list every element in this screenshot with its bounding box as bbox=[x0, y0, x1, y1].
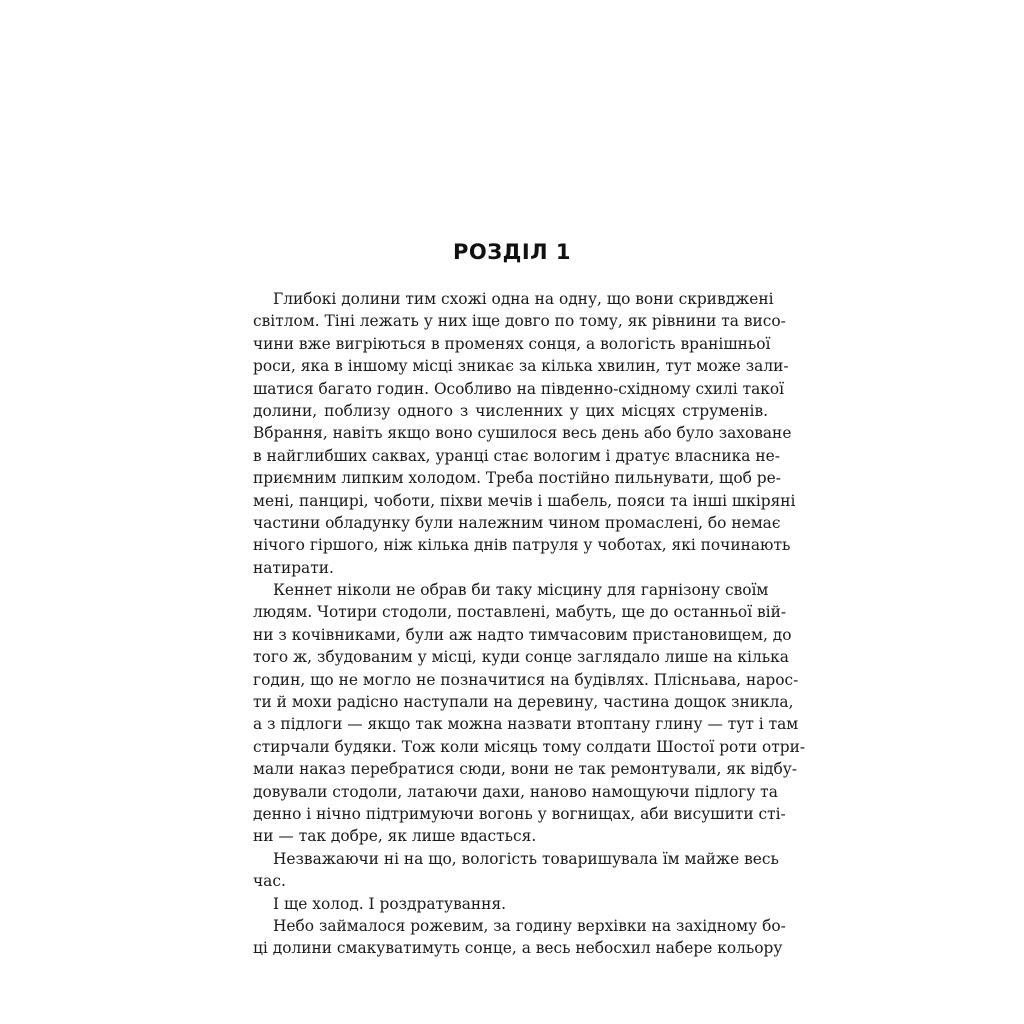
text-line: а з підлоги — якщо так можна назвати втоптану глину — тут і там bbox=[253, 715, 799, 734]
text-line: стирчали будяки. Тож коли місяць тому солдати Шостої роти отри- bbox=[253, 737, 806, 756]
text-line: натирати. bbox=[253, 558, 334, 577]
text-line: людям. Чотири стодоли, поставлені, мабуть, ще до останньої вій- bbox=[253, 603, 787, 622]
chapter-title: РОЗДІЛ 1 bbox=[452, 240, 572, 264]
text-line: денно і нічно підтримуючи вогонь у вогнищах, аби висушити сті- bbox=[253, 804, 786, 823]
text-line: в найглибших саквах, уранці стає вологим і дратує власника не- bbox=[253, 446, 780, 465]
text-line: шатися багато годин. Особливо на південно-східному схилі такої bbox=[253, 379, 785, 398]
text-line: світлом. Тіні лежать у них іще довго по тому, як рівнини та висо- bbox=[253, 312, 786, 331]
text-line: ці долини смакуватимуть сонце, а весь небосхил набере кольору bbox=[253, 939, 783, 958]
text-line: нічого гіршого, ніж кілька днів патруля у чоботах, які починають bbox=[253, 536, 791, 555]
text-line: Кеннет ніколи не обрав би таку місцину для гарнізону своїм bbox=[273, 581, 769, 600]
text-line: ни — так добре, як лише вдасться. bbox=[253, 827, 537, 846]
text-line: мали наказ перебратися сюди, вони не так ремонтували, як відбу- bbox=[253, 760, 798, 779]
body-text bbox=[253, 288, 806, 960]
text-line: І ще холод. І роздратування. bbox=[273, 894, 507, 913]
text-line: роси, яка в іншому місці зникає за кілька хвилин, тут може зали- bbox=[253, 357, 789, 376]
text-line: годин, що не могло не позначитися на будівлях. Плісньава, нарос- bbox=[253, 670, 799, 689]
text-line: приємним липким холодом. Треба постійно пильнувати, щоб ре- bbox=[253, 469, 781, 488]
text-line: долини, поблизу одного з численних у цих місцях струменів. bbox=[253, 401, 768, 420]
text-line: частини обладунку були належним чином промаслені, бо немає bbox=[253, 513, 781, 532]
text-line: ни з кочівниками, були аж надто тимчасовим пристановищем, до bbox=[253, 625, 792, 644]
text-line: довували стодоли, латаючи дахи, наново намощуючи підлогу та bbox=[253, 782, 778, 801]
text-line: час. bbox=[253, 872, 286, 891]
text-line: Незважаючи ні на що, вологість товаришувала їм майже весь bbox=[273, 849, 779, 868]
text-line: чини вже вигріються в променях сонця, а вологість вранішньої bbox=[253, 334, 771, 353]
text-line: Небо займалося рожевим, за годину верхівки на західному бо- bbox=[273, 916, 786, 935]
text-line: Глибокі долини тим схожі одна на одну, що вони скривджені bbox=[273, 290, 774, 308]
text-line: мені, панцирі, чоботи, піхви мечів і шабель, пояси та інші шкіряні bbox=[253, 491, 796, 510]
text-line: Вбрання, навіть якщо воно сушилося весь день або було заховане bbox=[253, 424, 792, 443]
text-line: ти й мохи радісно наступали на деревину, частина дощок зникла, bbox=[253, 693, 794, 712]
text-line: того ж, збудованим у місці, куди сонце заглядало лише на кілька bbox=[253, 648, 789, 667]
